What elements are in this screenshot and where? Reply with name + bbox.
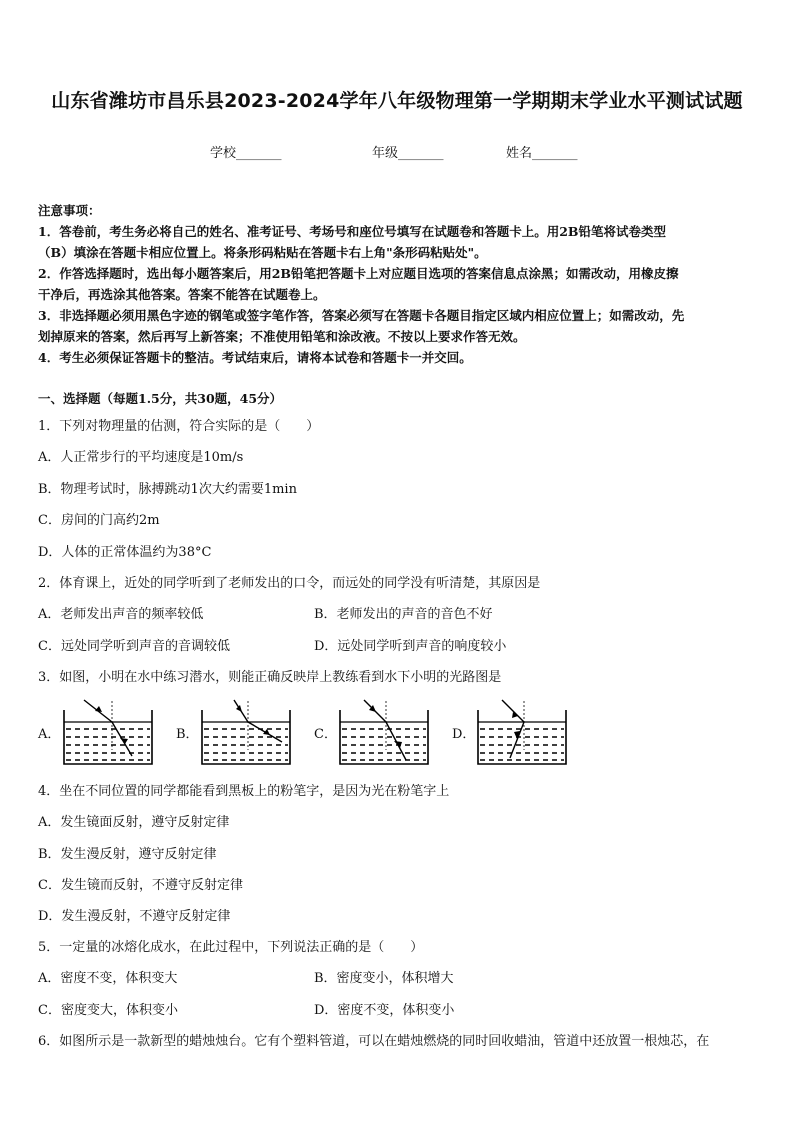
name-field: 姓名_______ xyxy=(506,146,578,161)
q4-option-d: D．发生漫反射，不遵守反射定律 xyxy=(38,909,231,924)
q1-option-b: B．物理考试时，脉搏跳动1次大约需要1min xyxy=(38,482,297,497)
question-1-stem: 1．下列对物理量的估测，符合实际的是（ ） xyxy=(38,419,320,434)
notice-block xyxy=(38,200,758,368)
question-6-stem: 6．如图所示是一款新型的蜡烛烛台。它有个塑料管道，可以在蜡烛燃烧的同时回收蜡油，管道中还放置一根烛芯，在 xyxy=(38,1034,710,1049)
notice-line: 2．作答选择题时，选出每小题答案后，用2B铅笔把答题卡上对应题目选项的答案信息点涂黑；如需改动，用橡皮擦 xyxy=(38,266,679,281)
notice-line: 3．非选择题必须用黑色字迹的钢笔或签字笔作答，答案必须写在答题卡各题目指定区域内相应位置上；如需改动，先 xyxy=(38,308,685,323)
section-heading: 一、选择题（每题1.5分，共30题，45分） xyxy=(38,391,283,406)
q1-option-a: A．人正常步行的平均速度是10m/s xyxy=(38,450,244,465)
grade-field: 年级_______ xyxy=(372,146,444,161)
q4-option-b: B．发生漫反射，遵守反射定律 xyxy=(38,847,217,862)
school-field: 学校_______ xyxy=(210,146,282,161)
q3-diagram-c xyxy=(338,698,430,768)
notice-line: （B）填涂在答题卡相应位置上。将条形码粘贴在答题卡右上角"条形码粘贴处"。 xyxy=(38,245,487,260)
q2-option-b: B．老师发出的声音的音色不好 xyxy=(314,607,493,622)
q3-label-a: A． xyxy=(38,727,61,742)
q3-diagram-b xyxy=(200,698,292,768)
q3-diagram-a xyxy=(62,698,154,768)
q3-label-d: D． xyxy=(452,727,476,742)
q2-option-c: C．远处同学听到声音的音调较低 xyxy=(38,639,230,654)
q5-option-c: C．密度变大，体积变小 xyxy=(38,1003,178,1018)
q5-option-b: B．密度变小，体积增大 xyxy=(314,971,454,986)
q4-option-a: A．发生镜面反射，遵守反射定律 xyxy=(38,815,230,830)
notice-line: 干净后，再选涂其他答案。答案不能答在试题卷上。 xyxy=(38,287,326,302)
q5-option-a: A．密度不变，体积变大 xyxy=(38,971,178,986)
q3-diagram-d xyxy=(476,698,568,768)
notice-heading: 注意事项： xyxy=(38,203,101,218)
q2-option-a: A．老师发出声音的频率较低 xyxy=(38,607,204,622)
question-4-stem: 4．坐在不同位置的同学都能看到黑板上的粉笔字，是因为光在粉笔字上 xyxy=(38,784,450,799)
q2-option-d: D．远处同学听到声音的响度较小 xyxy=(314,639,507,654)
question-5-stem: 5．一定量的冰熔化成水，在此过程中，下列说法正确的是（ ） xyxy=(38,940,424,955)
q3-label-c: C． xyxy=(314,727,337,742)
notice-line: 划掉原来的答案，然后再写上新答案；不准使用铅笔和涂改液。不按以上要求作答无效。 xyxy=(38,329,526,344)
question-2-stem: 2．体育课上，近处的同学听到了老师发出的口令，而远处的同学没有听清楚，其原因是 xyxy=(38,576,541,591)
q4-option-c: C．发生镜而反射，不遵守反射定律 xyxy=(38,878,243,893)
q1-option-d: D．人体的正常体温约为38°C xyxy=(38,545,212,560)
page-title: 山东省潍坊市昌乐县2023-2024学年八年级物理第一学期期末学业水平测试试题 xyxy=(51,90,743,112)
question-3-stem: 3．如图，小明在水中练习潜水，则能正确反映岸上教练看到水下小明的光路图是 xyxy=(38,670,502,685)
notice-line: 4．考生必须保证答题卡的整洁。考试结束后，请将本试卷和答题卡一并交回。 xyxy=(38,350,472,365)
q3-label-b: B． xyxy=(176,727,199,742)
notice-line: 1．答卷前，考生务必将自己的姓名、准考证号、考场号和座位号填写在试题卷和答题卡上。用2B铅笔将试卷类型 xyxy=(38,224,666,239)
q5-option-d: D．密度不变，体积变小 xyxy=(314,1003,455,1018)
q1-option-c: C．房间的门高约2m xyxy=(38,513,160,528)
